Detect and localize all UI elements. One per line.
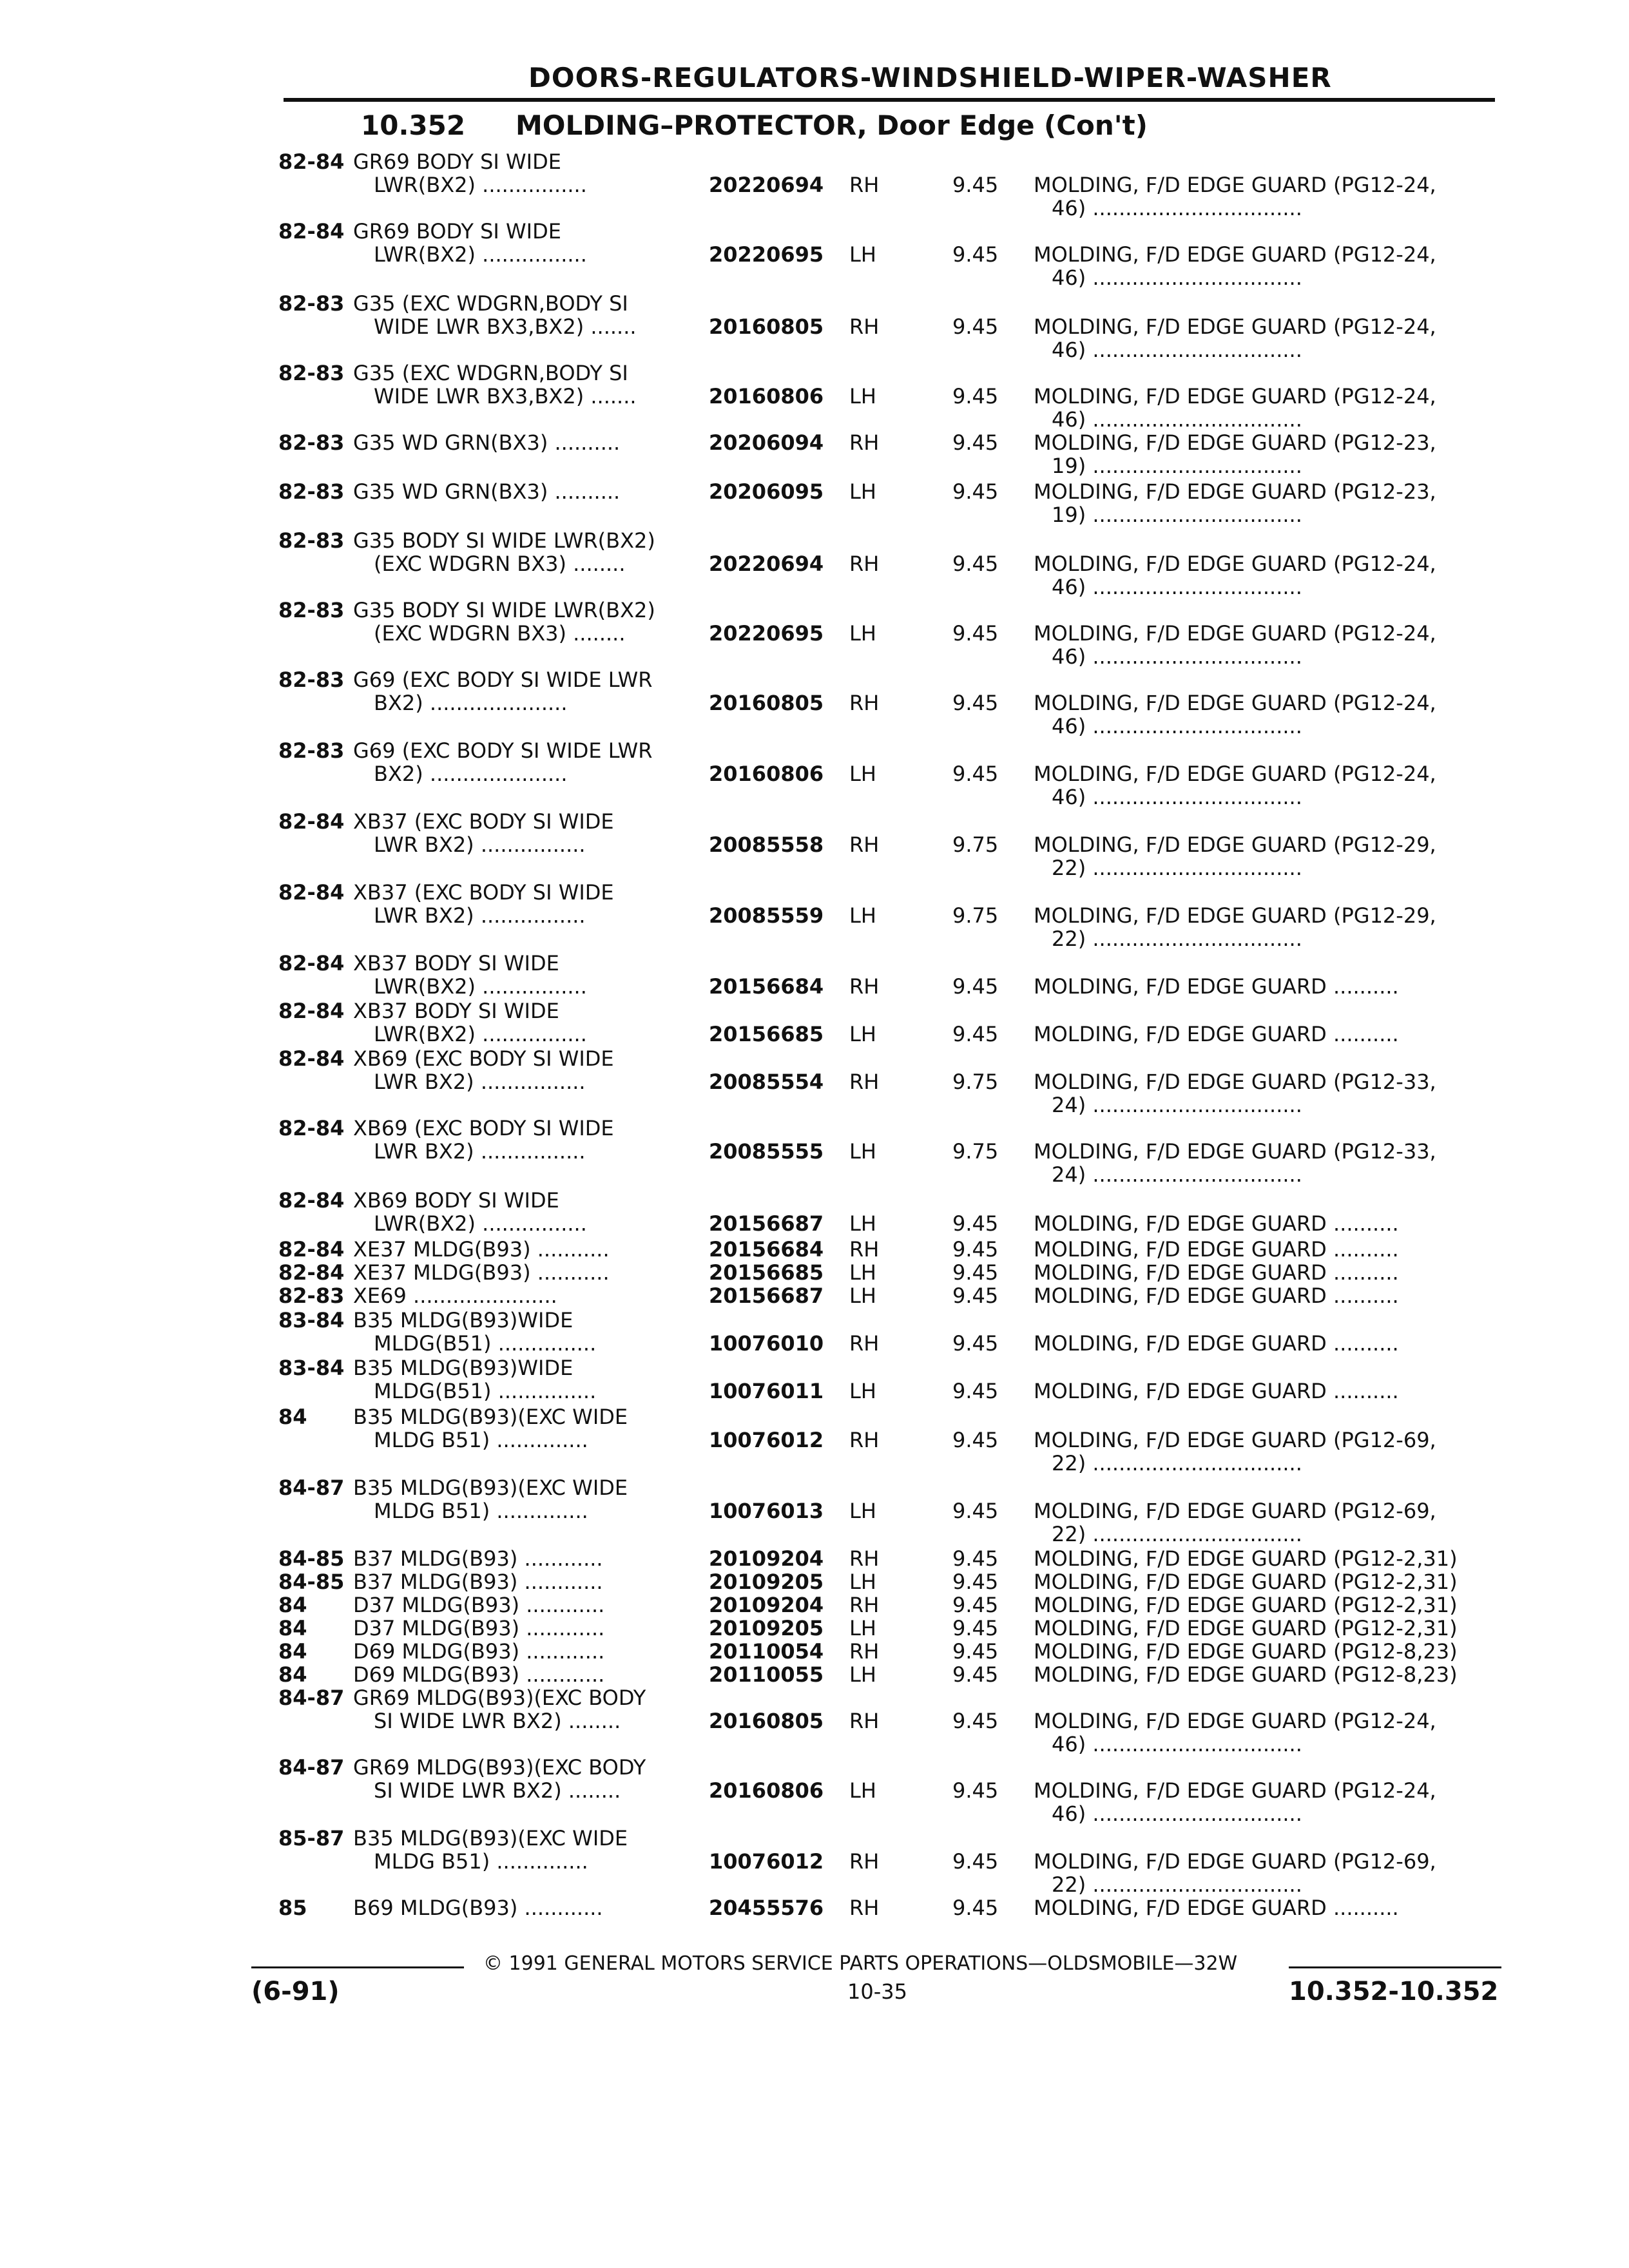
part-name: MOLDING, F/D EDGE GUARD (PG12-24,	[1034, 691, 1436, 715]
application-description: D37 MLDG(B93) ............	[353, 1616, 605, 1640]
footer-section-range: 10.352-10.352	[1289, 1977, 1499, 2006]
part-name-cont: 22) ................................	[1052, 1451, 1302, 1475]
application-description-cont: MLDG(B51) ...............	[374, 1331, 597, 1356]
application-description-cont: BX2) .....................	[374, 691, 568, 715]
application-description: B69 MLDG(B93) ............	[353, 1896, 603, 1920]
side-indicator: RH	[849, 1639, 880, 1664]
application-description-cont: LWR BX2) ................	[374, 1070, 586, 1094]
part-name-cont: 46) ................................	[1052, 714, 1302, 738]
list-price: 9.45	[952, 552, 999, 576]
list-price: 9.45	[952, 1896, 999, 1920]
part-name-cont: 46) ................................	[1052, 407, 1302, 432]
part-name: MOLDING, F/D EDGE GUARD (PG12-24,	[1034, 314, 1436, 339]
side-indicator: RH	[849, 1849, 880, 1874]
footer-rule-left	[251, 1966, 464, 1968]
part-name-cont: 24) ................................	[1052, 1162, 1302, 1187]
application-description: G69 (EXC BODY SI WIDE LWR	[353, 668, 653, 692]
list-price: 9.45	[952, 1283, 999, 1308]
application-description-cont: LWR BX2) ................	[374, 832, 586, 857]
part-name: MOLDING, F/D EDGE GUARD ..........	[1034, 974, 1399, 999]
side-indicator: RH	[849, 173, 880, 197]
list-price: 9.45	[952, 1709, 999, 1733]
model-years: 85-87	[278, 1826, 345, 1850]
footer-date-code: (6-91)	[251, 1977, 340, 2006]
part-number: 20156684	[709, 1237, 824, 1262]
application-description: XB69 (EXC BODY SI WIDE	[353, 1046, 614, 1071]
model-years: 84	[278, 1662, 307, 1687]
application-description: D37 MLDG(B93) ............	[353, 1593, 605, 1617]
part-number: 20160806	[709, 1778, 824, 1803]
application-description: G35 WD GRN(BX3) ..........	[353, 479, 621, 504]
part-number: 20109205	[709, 1570, 824, 1594]
application-description: XB37 (EXC BODY SI WIDE	[353, 809, 614, 834]
part-name: MOLDING, F/D EDGE GUARD ..........	[1034, 1896, 1399, 1920]
model-years: 84-87	[278, 1755, 345, 1780]
application-description: B35 MLDG(B93)(EXC WIDE	[353, 1405, 628, 1429]
list-price: 9.45	[952, 762, 999, 786]
application-description-cont: (EXC WDGRN BX3) ........	[374, 621, 626, 646]
model-years: 82-84	[278, 149, 345, 174]
side-indicator: RH	[849, 832, 880, 857]
part-number: 10076010	[709, 1331, 824, 1356]
side-indicator: RH	[849, 314, 880, 339]
part-name: MOLDING, F/D EDGE GUARD (PG12-29,	[1034, 903, 1436, 928]
part-name-cont: 46) ................................	[1052, 1802, 1302, 1826]
application-description: XB37 BODY SI WIDE	[353, 951, 559, 975]
model-years: 82-84	[278, 880, 345, 905]
part-name: MOLDING, F/D EDGE GUARD (PG12-24,	[1034, 621, 1436, 646]
list-price: 9.45	[952, 173, 999, 197]
model-years: 83-84	[278, 1356, 345, 1380]
side-indicator: LH	[849, 1260, 876, 1285]
list-price: 9.45	[952, 1428, 999, 1452]
model-years: 84	[278, 1593, 307, 1617]
side-indicator: RH	[849, 552, 880, 576]
part-name-cont: 46) ................................	[1052, 265, 1302, 290]
side-indicator: RH	[849, 1709, 880, 1733]
part-name-cont: 46) ................................	[1052, 575, 1302, 599]
list-price: 9.45	[952, 1593, 999, 1617]
list-price: 9.45	[952, 314, 999, 339]
model-years: 84-87	[278, 1686, 345, 1710]
application-description: XE37 MLDG(B93) ...........	[353, 1260, 610, 1285]
model-years: 82-83	[278, 430, 345, 455]
application-description: G35 WD GRN(BX3) ..........	[353, 430, 621, 455]
model-years: 82-84	[278, 1260, 345, 1285]
model-years: 82-84	[278, 1046, 345, 1071]
part-name: MOLDING, F/D EDGE GUARD (PG12-24,	[1034, 762, 1436, 786]
application-description-cont: MLDG(B51) ...............	[374, 1379, 597, 1403]
part-name: MOLDING, F/D EDGE GUARD (PG12-24,	[1034, 173, 1436, 197]
part-name: MOLDING, F/D EDGE GUARD (PG12-2,31)	[1034, 1546, 1458, 1571]
list-price: 9.45	[952, 1849, 999, 1874]
list-price: 9.45	[952, 1639, 999, 1664]
part-number: 20110055	[709, 1662, 824, 1687]
application-description-cont: MLDG B51) ..............	[374, 1499, 588, 1523]
part-number: 20109205	[709, 1616, 824, 1640]
application-description: XB37 (EXC BODY SI WIDE	[353, 880, 614, 905]
model-years: 84-85	[278, 1546, 345, 1571]
part-name: MOLDING, F/D EDGE GUARD (PG12-24,	[1034, 552, 1436, 576]
application-description: XE37 MLDG(B93) ...........	[353, 1237, 610, 1262]
section-continued: (Con't)	[1044, 110, 1148, 141]
side-indicator: LH	[849, 1499, 876, 1523]
part-number: 20156685	[709, 1022, 824, 1046]
model-years: 82-83	[278, 291, 345, 316]
application-description: D69 MLDG(B93) ............	[353, 1639, 605, 1664]
list-price: 9.45	[952, 430, 999, 455]
list-price: 9.45	[952, 242, 999, 267]
side-indicator: LH	[849, 621, 876, 646]
list-price: 9.45	[952, 691, 999, 715]
side-indicator: LH	[849, 384, 876, 408]
list-price: 9.45	[952, 1570, 999, 1594]
part-name: MOLDING, F/D EDGE GUARD (PG12-24,	[1034, 1778, 1436, 1803]
side-indicator: RH	[849, 1331, 880, 1356]
section-number: 10.352	[361, 110, 466, 141]
application-description: G35 BODY SI WIDE LWR(BX2)	[353, 528, 655, 553]
part-name: MOLDING, F/D EDGE GUARD (PG12-69,	[1034, 1849, 1436, 1874]
part-name-cont: 46) ................................	[1052, 644, 1302, 669]
application-description: B35 MLDG(B93)WIDE	[353, 1356, 574, 1380]
part-name: MOLDING, F/D EDGE GUARD (PG12-2,31)	[1034, 1570, 1458, 1594]
part-number: 20156684	[709, 974, 824, 999]
application-description-cont: MLDG B51) ..............	[374, 1849, 588, 1874]
header-rule	[284, 98, 1495, 102]
application-description: GR69 MLDG(B93)(EXC BODY	[353, 1686, 646, 1710]
application-description: B35 MLDG(B93)(EXC WIDE	[353, 1826, 628, 1850]
list-price: 9.45	[952, 1778, 999, 1803]
part-name: MOLDING, F/D EDGE GUARD ..........	[1034, 1211, 1399, 1236]
model-years: 83-84	[278, 1308, 345, 1332]
part-name-cont: 46) ................................	[1052, 196, 1302, 220]
model-years: 82-84	[278, 1237, 345, 1262]
model-years: 82-84	[278, 1116, 345, 1140]
application-description: XE69 ......................	[353, 1283, 557, 1308]
part-name: MOLDING, F/D EDGE GUARD ..........	[1034, 1237, 1399, 1262]
model-years: 85	[278, 1896, 307, 1920]
side-indicator: LH	[849, 1662, 876, 1687]
application-description-cont: LWR BX2) ................	[374, 903, 586, 928]
part-name: MOLDING, F/D EDGE GUARD (PG12-8,23)	[1034, 1662, 1458, 1687]
application-description-cont: LWR(BX2) ................	[374, 242, 587, 267]
application-description: XB69 (EXC BODY SI WIDE	[353, 1116, 614, 1140]
footer-page-number: 10-35	[847, 1979, 907, 2004]
part-number: 10076011	[709, 1379, 824, 1403]
part-number: 20110054	[709, 1639, 824, 1664]
application-description-cont: SI WIDE LWR BX2) ........	[374, 1709, 621, 1733]
list-price: 9.45	[952, 479, 999, 504]
application-description: B35 MLDG(B93)WIDE	[353, 1308, 574, 1332]
list-price: 9.45	[952, 1499, 999, 1523]
side-indicator: LH	[849, 1211, 876, 1236]
model-years: 82-83	[278, 598, 345, 622]
application-description-cont: LWR(BX2) ................	[374, 1211, 587, 1236]
application-description: GR69 BODY SI WIDE	[353, 149, 561, 174]
application-description-cont: SI WIDE LWR BX2) ........	[374, 1778, 621, 1803]
application-description: XB69 BODY SI WIDE	[353, 1188, 559, 1213]
part-number: 20160805	[709, 691, 824, 715]
application-description: B37 MLDG(B93) ............	[353, 1570, 603, 1594]
side-indicator: RH	[849, 1593, 880, 1617]
part-number: 20085555	[709, 1139, 824, 1164]
part-name: MOLDING, F/D EDGE GUARD (PG12-2,31)	[1034, 1616, 1458, 1640]
part-name: MOLDING, F/D EDGE GUARD ..........	[1034, 1379, 1399, 1403]
side-indicator: RH	[849, 1546, 880, 1571]
part-name-cont: 46) ................................	[1052, 1732, 1302, 1756]
side-indicator: LH	[849, 1778, 876, 1803]
side-indicator: LH	[849, 1139, 876, 1164]
part-number: 10076013	[709, 1499, 824, 1523]
list-price: 9.45	[952, 1260, 999, 1285]
application-description: G35 BODY SI WIDE LWR(BX2)	[353, 598, 655, 622]
application-description: G35 (EXC WDGRN,BODY SI	[353, 361, 628, 385]
part-name: MOLDING, F/D EDGE GUARD (PG12-33,	[1034, 1139, 1436, 1164]
model-years: 82-83	[278, 361, 345, 385]
application-description-cont: WIDE LWR BX3,BX2) .......	[374, 314, 637, 339]
list-price: 9.45	[952, 974, 999, 999]
part-number: 20156687	[709, 1283, 824, 1308]
side-indicator: RH	[849, 1896, 880, 1920]
part-name: MOLDING, F/D EDGE GUARD (PG12-29,	[1034, 832, 1436, 857]
model-years: 82-83	[278, 1283, 345, 1308]
footer-copyright: © 1991 GENERAL MOTORS SERVICE PARTS OPERATIONS—OLDSMOBILE—32W	[483, 1952, 1238, 1975]
part-number: 20220695	[709, 242, 824, 267]
model-years: 82-83	[278, 528, 345, 553]
side-indicator: RH	[849, 974, 880, 999]
list-price: 9.45	[952, 1662, 999, 1687]
part-name: MOLDING, F/D EDGE GUARD (PG12-23,	[1034, 430, 1436, 455]
part-name: MOLDING, F/D EDGE GUARD (PG12-69,	[1034, 1428, 1436, 1452]
side-indicator: RH	[849, 1070, 880, 1094]
part-number: 20085559	[709, 903, 824, 928]
list-price: 9.45	[952, 1379, 999, 1403]
part-number: 20455576	[709, 1896, 824, 1920]
footer-rule-right	[1289, 1966, 1501, 1968]
part-name: MOLDING, F/D EDGE GUARD (PG12-8,23)	[1034, 1639, 1458, 1664]
model-years: 84	[278, 1639, 307, 1664]
part-name-cont: 19) ................................	[1052, 454, 1302, 478]
application-description: B37 MLDG(B93) ............	[353, 1546, 603, 1571]
list-price: 9.75	[952, 903, 999, 928]
part-number: 20220695	[709, 621, 824, 646]
part-number: 20085558	[709, 832, 824, 857]
model-years: 84	[278, 1616, 307, 1640]
model-years: 82-84	[278, 951, 345, 975]
side-indicator: LH	[849, 1616, 876, 1640]
list-price: 9.45	[952, 1022, 999, 1046]
list-price: 9.45	[952, 1331, 999, 1356]
part-name: MOLDING, F/D EDGE GUARD (PG12-24,	[1034, 242, 1436, 267]
model-years: 84-85	[278, 1570, 345, 1594]
part-name: MOLDING, F/D EDGE GUARD (PG12-24,	[1034, 1709, 1436, 1733]
list-price: 9.45	[952, 1546, 999, 1571]
part-name: MOLDING, F/D EDGE GUARD (PG12-33,	[1034, 1070, 1436, 1094]
application-description: GR69 BODY SI WIDE	[353, 219, 561, 244]
list-price: 9.75	[952, 1139, 999, 1164]
section-name: MOLDING–PROTECTOR, Door Edge	[516, 110, 1035, 141]
model-years: 82-83	[278, 738, 345, 763]
part-name-cont: 22) ................................	[1052, 1872, 1302, 1897]
part-number: 20160805	[709, 1709, 824, 1733]
part-name: MOLDING, F/D EDGE GUARD (PG12-23,	[1034, 479, 1436, 504]
part-name: MOLDING, F/D EDGE GUARD (PG12-24,	[1034, 384, 1436, 408]
part-number: 20109204	[709, 1546, 824, 1571]
side-indicator: LH	[849, 1379, 876, 1403]
part-number: 20085554	[709, 1070, 824, 1094]
side-indicator: RH	[849, 691, 880, 715]
side-indicator: LH	[849, 903, 876, 928]
application-description-cont: LWR BX2) ................	[374, 1139, 586, 1164]
side-indicator: LH	[849, 479, 876, 504]
application-description: G69 (EXC BODY SI WIDE LWR	[353, 738, 653, 763]
part-name: MOLDING, F/D EDGE GUARD (PG12-2,31)	[1034, 1593, 1458, 1617]
part-number: 20156685	[709, 1260, 824, 1285]
application-description-cont: WIDE LWR BX3,BX2) .......	[374, 384, 637, 408]
part-number: 20156687	[709, 1211, 824, 1236]
part-name: MOLDING, F/D EDGE GUARD ..........	[1034, 1022, 1399, 1046]
page-header-title: DOORS-REGULATORS-WINDSHIELD-WIPER-WASHER	[528, 62, 1332, 93]
part-number: 20160806	[709, 762, 824, 786]
list-price: 9.75	[952, 1070, 999, 1094]
side-indicator: RH	[849, 1428, 880, 1452]
list-price: 9.75	[952, 832, 999, 857]
part-number: 20206094	[709, 430, 824, 455]
application-description-cont: LWR(BX2) ................	[374, 173, 587, 197]
part-number: 20220694	[709, 552, 824, 576]
part-name-cont: 19) ................................	[1052, 503, 1302, 527]
model-years: 82-84	[278, 999, 345, 1023]
model-years: 82-83	[278, 479, 345, 504]
part-name-cont: 46) ................................	[1052, 338, 1302, 362]
part-number: 20220694	[709, 173, 824, 197]
model-years: 82-83	[278, 668, 345, 692]
model-years: 82-84	[278, 1188, 345, 1213]
application-description: D69 MLDG(B93) ............	[353, 1662, 605, 1687]
part-number: 20160805	[709, 314, 824, 339]
application-description-cont: LWR(BX2) ................	[374, 974, 587, 999]
model-years: 84	[278, 1405, 307, 1429]
part-name-cont: 24) ................................	[1052, 1093, 1302, 1117]
part-number: 20206095	[709, 479, 824, 504]
side-indicator: RH	[849, 430, 880, 455]
application-description-cont: (EXC WDGRN BX3) ........	[374, 552, 626, 576]
part-name: MOLDING, F/D EDGE GUARD ..........	[1034, 1260, 1399, 1285]
side-indicator: LH	[849, 1283, 876, 1308]
list-price: 9.45	[952, 621, 999, 646]
part-name-cont: 46) ................................	[1052, 785, 1302, 809]
list-price: 9.45	[952, 1237, 999, 1262]
application-description: XB37 BODY SI WIDE	[353, 999, 559, 1023]
application-description: G35 (EXC WDGRN,BODY SI	[353, 291, 628, 316]
part-name-cont: 22) ................................	[1052, 856, 1302, 880]
part-number: 10076012	[709, 1428, 824, 1452]
part-number: 20160806	[709, 384, 824, 408]
part-name-cont: 22) ................................	[1052, 1522, 1302, 1546]
side-indicator: LH	[849, 762, 876, 786]
application-description-cont: LWR(BX2) ................	[374, 1022, 587, 1046]
model-years: 82-84	[278, 809, 345, 834]
side-indicator: LH	[849, 1570, 876, 1594]
application-description: B35 MLDG(B93)(EXC WIDE	[353, 1475, 628, 1500]
part-name: MOLDING, F/D EDGE GUARD ..........	[1034, 1283, 1399, 1308]
part-name: MOLDING, F/D EDGE GUARD ..........	[1034, 1331, 1399, 1356]
application-description: GR69 MLDG(B93)(EXC BODY	[353, 1755, 646, 1780]
list-price: 9.45	[952, 1616, 999, 1640]
side-indicator: RH	[849, 1237, 880, 1262]
part-name: MOLDING, F/D EDGE GUARD (PG12-69,	[1034, 1499, 1436, 1523]
list-price: 9.45	[952, 1211, 999, 1236]
part-name-cont: 22) ................................	[1052, 927, 1302, 951]
application-description-cont: BX2) .....................	[374, 762, 568, 786]
part-number: 20109204	[709, 1593, 824, 1617]
application-description-cont: MLDG B51) ..............	[374, 1428, 588, 1452]
model-years: 82-84	[278, 219, 345, 244]
part-number: 10076012	[709, 1849, 824, 1874]
model-years: 84-87	[278, 1475, 345, 1500]
side-indicator: LH	[849, 1022, 876, 1046]
list-price: 9.45	[952, 384, 999, 408]
side-indicator: LH	[849, 242, 876, 267]
